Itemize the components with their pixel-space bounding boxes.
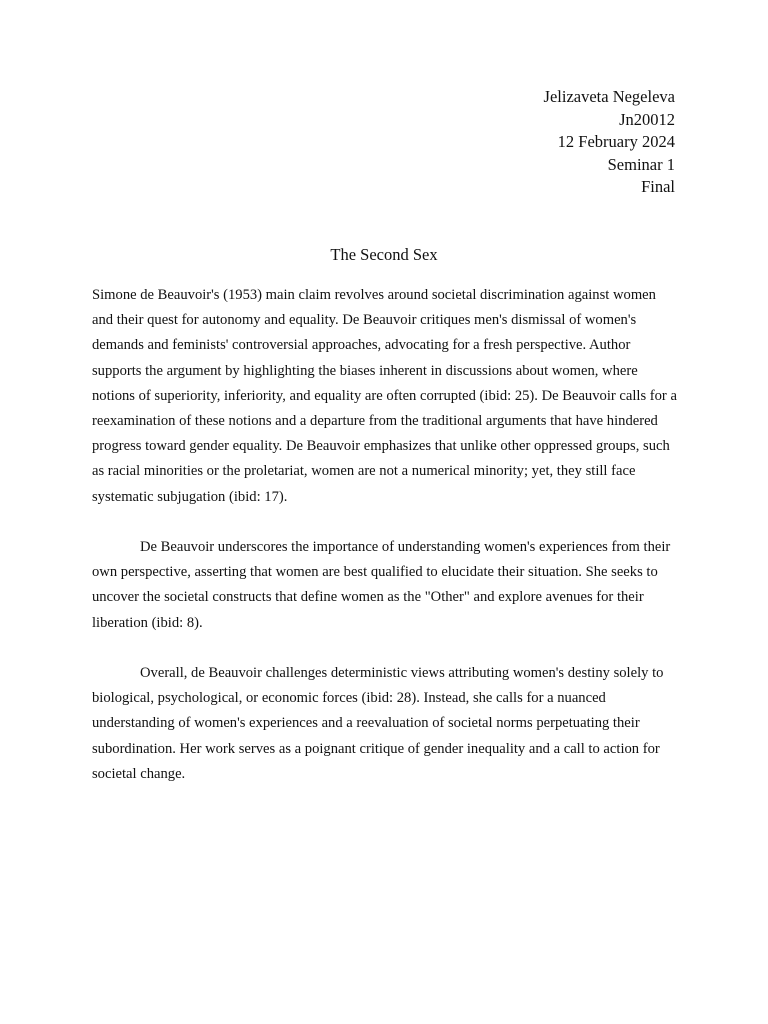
draft-status: Final [641,177,675,196]
submission-date: 12 February 2024 [557,132,675,151]
author-header [544,86,675,199]
page-title: The Second Sex [330,245,438,264]
seminar-label: Seminar 1 [607,154,675,174]
student-id: Jn20012 [619,109,675,129]
paragraph-3: Overall, de Beauvoir challenges deterministic views attributing women's destiny solely to biological, psychological, or economic forces (ibid: 28). Instead, she calls for a nuanced understanding of women's experiences and a reevaluation of societal norms perpetuating their subordination. Her work serves as a poignant critique of gender inequality and a call to action for societal change. [92,665,664,782]
paragraph-1: Simone de Beauvoir's (1953) main claim revolves around societal discrimination against women and their quest for autonomy and equality. De Beauvoir critiques men's dismissal of women's demands and feminists' controversial approaches, advocating for a fresh perspective. Author supports the argument by highlighting the biases inherent in discussions about women, where notions of superiority, inferiority, and equality are often corrupted (ibid: 25). De Beauvoir calls for a reexamination of these notions and a departure from the traditional arguments that have hindered progress toward gender equality. De Beauvoir emphasizes that unlike other oppressed groups, such as racial minorities or the proletariat, women are not a numerical minority; yet, they still face systematic subjugation (ibid: 17). [92,287,677,505]
paragraph-2: De Beauvoir underscores the importance of understanding women's experiences from their own perspective, asserting that women are best qualified to elucidate their situation. She seeks to uncover the societal constructs that define women as the "Other" and explore avenues for their liberation (ibid: 8). [92,539,671,631]
author-name: Jelizaveta Negeleva [543,87,675,106]
